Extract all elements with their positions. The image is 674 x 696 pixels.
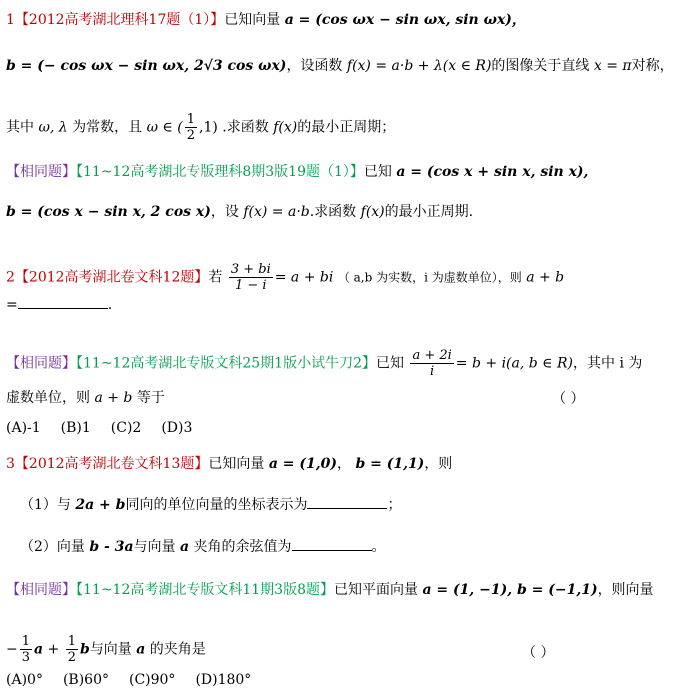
q2-ask: a + b: [526, 269, 565, 286]
q3-sub2-end: 。: [371, 539, 386, 555]
q1-text-7: .求函数: [222, 119, 269, 136]
r3-option-c[interactable]: (C)90°: [128, 672, 176, 688]
r3-text-2: ，则向量: [597, 582, 654, 598]
q3-sub2-a: a: [180, 539, 190, 555]
q1-range-suffix: ,1): [199, 119, 218, 136]
q1-range-prefix: ω ∈ (: [146, 119, 183, 136]
q1-text-5: 其中: [6, 119, 34, 136]
r2-source-tag: 【11~12高考湖北专版文科25期1版小试牛刀2】: [76, 355, 376, 372]
r1-same-tag: 【相同题】: [6, 164, 76, 180]
q3-sub1-blank[interactable]: [307, 494, 387, 509]
q2-fraction-num: 3 + bi: [230, 262, 271, 277]
r1-function: f(x) = a·b: [243, 204, 310, 220]
q2-number: 2: [6, 269, 15, 286]
r3-plus: +: [47, 641, 60, 658]
r3-a-symbol-2: a: [136, 641, 146, 658]
q3-sub2-post: 夹角的余弦值为: [193, 539, 292, 555]
q3-vector-a: a = (1,0): [268, 456, 337, 472]
r2-same-tag: 【相同题】: [6, 355, 76, 372]
r3-same-tag: 【相同题】: [6, 582, 76, 598]
r2-line-1: [6, 348, 643, 379]
r3-text-4: 的夹角是: [149, 641, 206, 658]
q1-vector-b: b = (− cos ωx − sin ωx, 2√3 cos ωx): [6, 58, 287, 74]
q3-sub1-expr: 2a + b: [75, 497, 126, 513]
r2-text-1: 已知: [376, 355, 404, 372]
q3-sub-2: [20, 536, 616, 557]
q1-function: f(x) = a·b + λ(x ∈ R): [346, 58, 492, 74]
q2-fraction: [229, 262, 273, 293]
r3-fraction-2-num: 1: [67, 634, 77, 649]
q3-vector-b: b = (1,1): [355, 456, 425, 472]
r3-line-1: [6, 580, 654, 600]
r3-minus: −: [6, 641, 18, 658]
q3-sub1-pre: （1）与: [20, 497, 71, 513]
r2-option-d[interactable]: (D)3: [161, 420, 193, 436]
r2-text-2: ，其中 i 为: [573, 355, 643, 372]
r3-source-tag: 【11~12高考湖北专版文科11期3版8题】: [76, 582, 334, 598]
r1-vector-b: b = (cos x − sin x, 2 cos x): [6, 204, 211, 220]
r3-answer-paren[interactable]: （ ）: [522, 645, 555, 661]
r1-vector-a: a = (cos x + sin x, sin x),: [396, 164, 589, 180]
q2-equation: = a + bi: [274, 269, 334, 286]
r2-ask: a + b: [94, 390, 133, 406]
q2-text-2: （ a,b 为实数，i 为虚数单位），则: [337, 270, 522, 285]
q1-line-1: [6, 10, 616, 30]
q1-fraction-num: 1: [186, 112, 195, 127]
q3-sub1-post: 同向的单位向量的坐标表示为: [125, 497, 308, 513]
q2-source-tag: 【2012高考湖北卷文科12题】: [14, 269, 209, 286]
q1-text-3: 的图像关于直线: [491, 58, 590, 74]
r2-answer-paren[interactable]: （ ）: [552, 391, 585, 407]
r1-line-1: [6, 162, 616, 182]
r3-fraction-1: [20, 634, 32, 665]
q1-number: 1: [6, 12, 15, 28]
r3-option-a[interactable]: (A)0°: [6, 672, 43, 688]
r1-source-tag: 【11~12高考湖北专版理科8期3版19题（1）】: [76, 164, 364, 180]
q1-source-tag: 【2012高考湖北理科17题（1）】: [14, 12, 225, 28]
r2-text-3: 虚数单位，则: [6, 390, 90, 406]
r3-fraction-1-den: 3: [21, 650, 31, 665]
r3-text-1: 已知平面向量: [334, 582, 418, 598]
q1-text-8: 的最小正周期；: [297, 119, 396, 136]
r1-text-2: ，设: [210, 204, 239, 220]
q1-text-6: 为常数，且: [72, 119, 143, 136]
q1-vector-a: a = (cos ωx − sin ωx, sin ωx)，: [284, 12, 526, 28]
q3-sub1-end: ；: [387, 497, 402, 513]
q3-text-2: ，则: [424, 456, 453, 472]
r2-line-2: [6, 388, 616, 408]
q2-text-1: 若: [208, 269, 223, 286]
r2-text-4: 等于: [136, 390, 165, 406]
q1-constants: ω, λ: [38, 119, 68, 136]
r3-option-d[interactable]: (D)180°: [195, 672, 252, 688]
q3-line-1: [6, 454, 616, 474]
r1-text-3: .求函数: [309, 204, 357, 220]
r2-fraction: [410, 348, 453, 379]
q3-sub2-mid: 与向量: [133, 539, 176, 555]
r3-vectors: a = (1, −1), b = (−1,1): [422, 582, 598, 598]
q3-number: 3: [6, 456, 15, 472]
q3-text-1: 已知向量: [208, 456, 265, 472]
q2-fraction-den: 1 − i: [234, 278, 267, 293]
r1-text-4: 的最小正周期.: [384, 204, 474, 220]
r1-text-1: 已知: [363, 164, 392, 180]
r2-option-c[interactable]: (C)2: [110, 420, 142, 436]
r3-options: [6, 670, 616, 690]
r2-option-b[interactable]: (B)1: [60, 420, 91, 436]
q1-text-2: ，设函数: [286, 58, 343, 74]
r3-a-symbol: a: [34, 641, 44, 658]
r2-option-a[interactable]: (A)-1: [6, 420, 41, 436]
q2-end: .: [107, 297, 113, 313]
r1-line-2: [6, 202, 616, 222]
q1-text-1: 已知向量: [224, 12, 281, 28]
q2-line-1: [6, 262, 616, 293]
r3-fraction-2: [66, 634, 78, 665]
q3-sub2-pre: （2）向量: [20, 539, 85, 555]
q3-source-tag: 【2012高考湖北卷文科13题】: [14, 456, 209, 472]
q1-line-3: [6, 112, 616, 143]
r2-equation: = b + i(a, b ∈ R): [455, 355, 573, 372]
q1-line-2: [6, 56, 674, 76]
r2-fraction-num: a + 2i: [412, 348, 452, 363]
q2-answer-blank[interactable]: [18, 294, 108, 309]
r3-option-b[interactable]: (B)60°: [62, 672, 109, 688]
q1-fx: f(x): [273, 119, 298, 136]
r2-fraction-den: i: [430, 364, 435, 379]
q3-sep: ，: [336, 456, 351, 472]
r3-fraction-1-num: 1: [21, 634, 31, 649]
r3-text-3: 与向量: [89, 641, 132, 658]
r1-fx: f(x): [360, 204, 385, 220]
q3-sub2-blank[interactable]: [292, 536, 372, 551]
q3-sub-1: [20, 494, 616, 515]
q1-fraction-den: 2: [186, 128, 195, 143]
q3-sub2-expr: b - 3a: [89, 539, 134, 555]
q1-fraction: [185, 112, 197, 143]
r3-fraction-2-den: 2: [67, 650, 77, 665]
r2-options: [6, 418, 616, 438]
q2-line-2: [6, 294, 616, 315]
r3-b-symbol: b: [80, 641, 90, 658]
q2-eq-prefix: =: [6, 297, 18, 313]
q1-text-4: 对称，: [631, 58, 674, 74]
q1-line-eq: x = π: [593, 58, 632, 74]
